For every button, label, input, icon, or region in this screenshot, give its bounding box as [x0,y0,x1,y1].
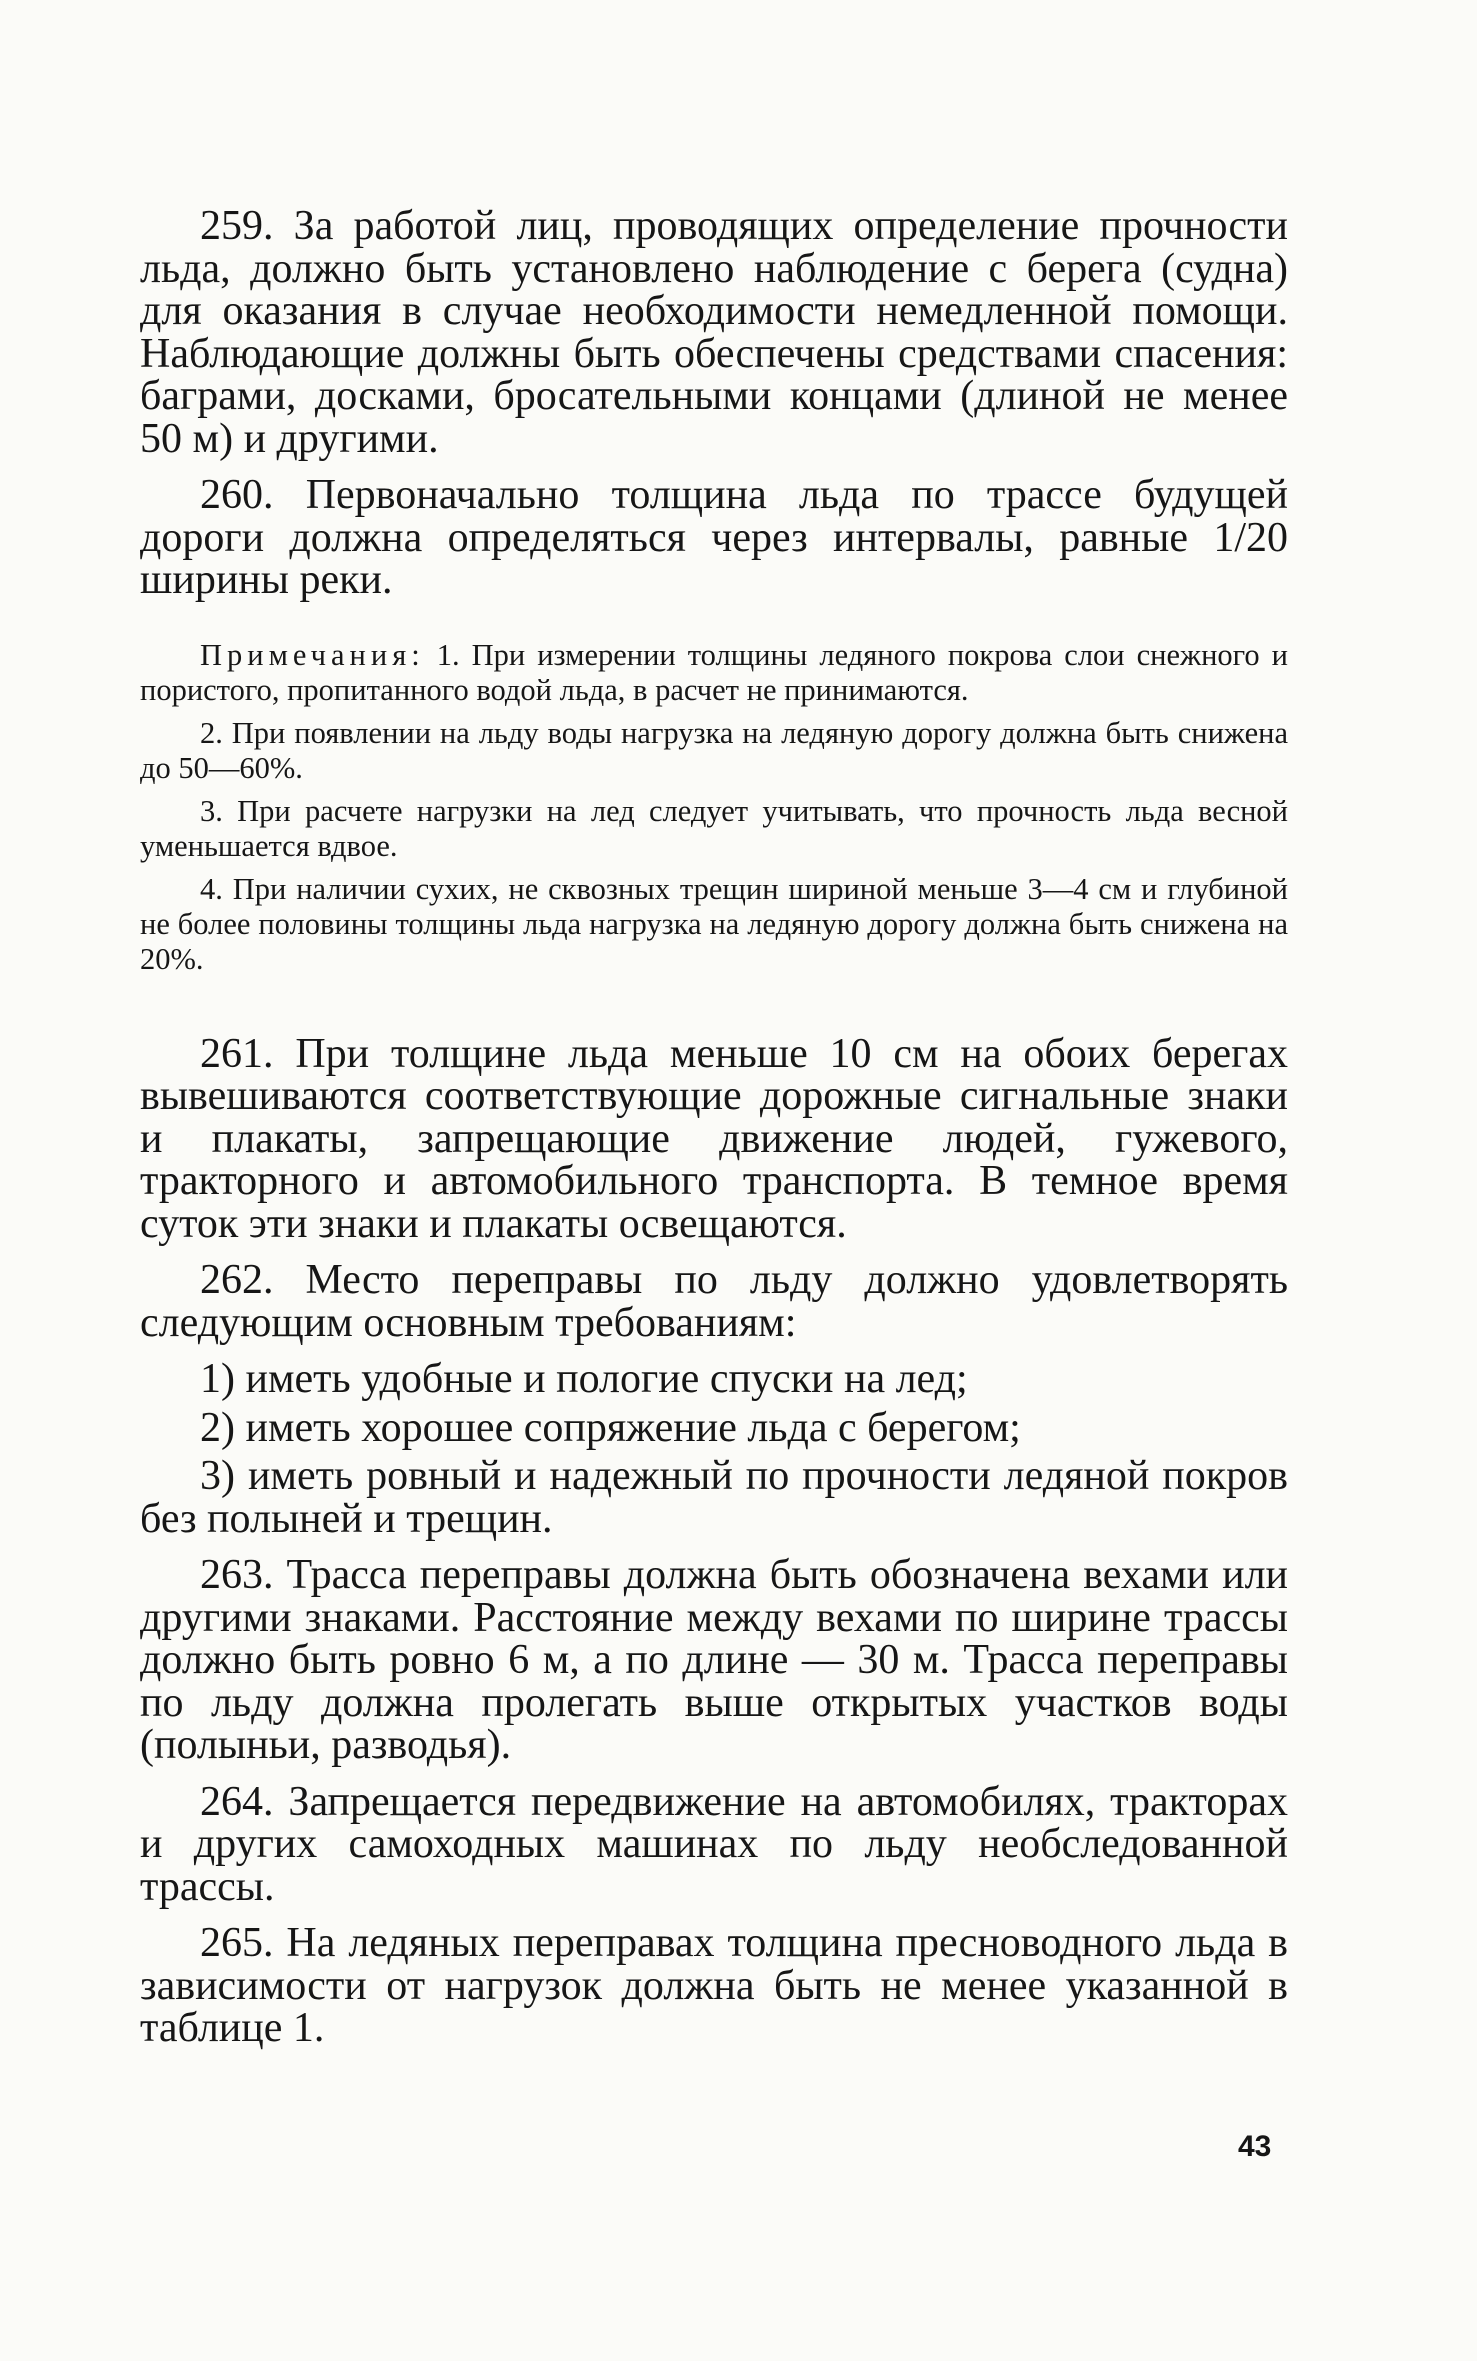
paragraph-263: 263. Трасса переправы должна быть обозначена вехами или другими знаками. Расстояние между вехами по ширине трассы должно быть ровно 6 м, а по длине — 30 м. Трасса переправы по льду должна пролегать выше открытых участков воды (полыньи, разводья). [140,1552,1288,1768]
paragraph-264: 264. Запрещается передвижение на автомобилях, тракторах и других самоходных машинах по льду необследованной трассы. [140,1778,1288,1910]
page-content [140,205,1288,2050]
notes-block [140,638,1288,977]
paragraph-261: 261. При толщине льда меньше 10 см на обоих берегах вывешиваются соответствующие дорожные сигнальные знаки и плакаты, запрещающие движение людей, гужевого, тракторного и автомобильного транспорта. В темное время суток эти знаки и плакаты освещаются. [140,1030,1288,1247]
note-2: 2. При появлении на льду воды нагрузка на ледяную дорогу должна быть снижена до 50—60%. [140,715,1288,785]
note-4: 4. При наличии сухих, не сквозных трещин шириной меньше 3—4 см и глубиной не более половины толщины льда нагрузка на ледяную дорогу должна быть снижена на 20%. [140,871,1288,976]
notes-heading: Примечания: [200,637,425,672]
paragraph-265: 265. На ледяных переправах толщина пресноводного льда в зависимости от нагрузок должна быть не менее указанной в таблице 1. [140,1920,1288,2051]
requirement-item-1: 1) иметь удобные и пологие спуски на лед; [200,1356,968,1402]
note-1 [140,638,1288,708]
requirement-item-3: 3) иметь ровный и надежный по прочности ледяной покров без полыней и трещин. [140,1453,1288,1542]
paragraph-260: 260. Первоначально толщина льда по трассе будущей дороги должна определяться через интервалы, равные 1/20 ширины реки. [140,472,1288,603]
requirement-item-2: 2) иметь хорошее сопряжение льда с берегом; [200,1404,1021,1451]
page-number: 43 [1238,2130,1272,2163]
note-3: 3. При расчете нагрузки на лед следует учитывать, что прочность льда весной уменьшается вдвое. [140,793,1288,863]
paragraph-262: 262. Место переправы по льду должно удовлетворять следующим основным требованиям: [140,1257,1288,1346]
note-1-text: 1. При измерении толщины ледяного покрова слои снежного и пористого, пропитанного водой льда, в расчет не принимаются. [140,637,1289,707]
paragraph-259: 259. За работой лиц, проводящих определение прочности льда, должно быть установлено наблюдение с берега (судна) для оказания в случае необходимости немедленной помощи. Наблюдающие должны быть обеспечены средствами спасения: баграми, досками, бросательными концами (длиной не менее 50 м) и другими. [140,203,1288,462]
